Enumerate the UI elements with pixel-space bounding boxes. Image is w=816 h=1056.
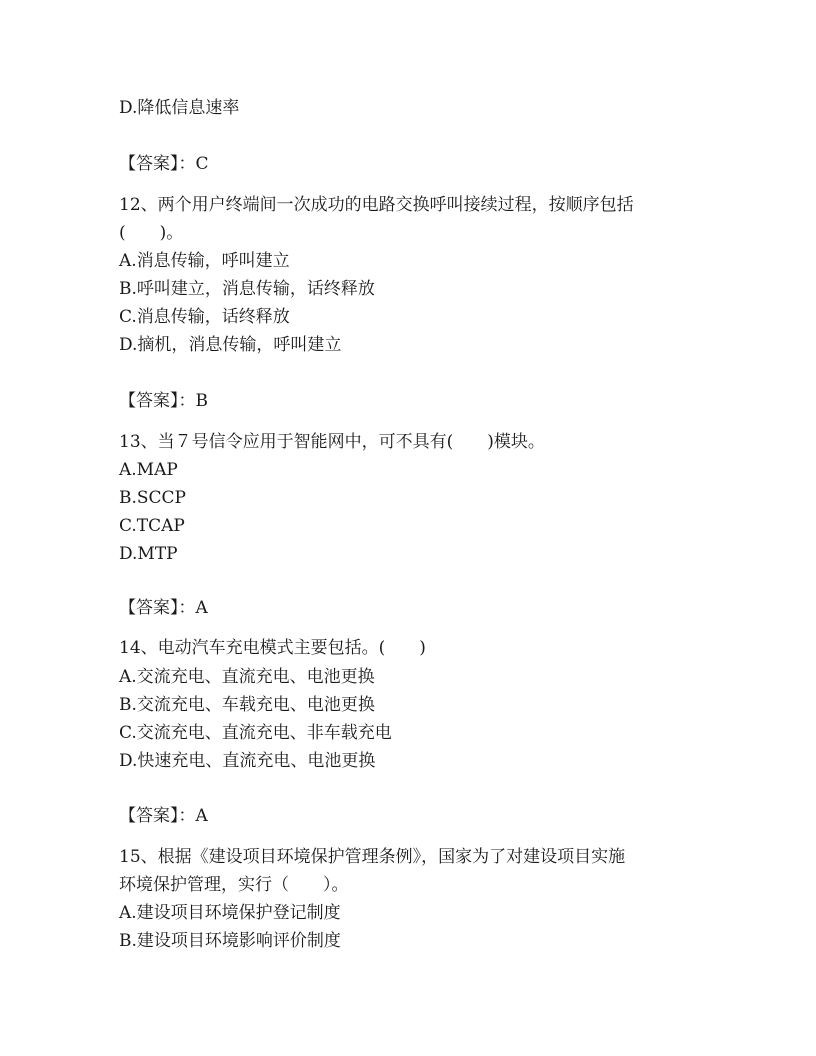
q15-stem-line-2: 环境保护管理，实行（ ）。: [119, 875, 349, 895]
q14-option-d: D.快速充电、直流充电、电池更换: [119, 751, 376, 771]
q14-option-b: B.交流充电、车载充电、电池更换: [119, 695, 375, 715]
q14-stem: 14、电动汽车充电模式主要包括。( ): [119, 638, 426, 658]
q13-option-b: B.SCCP: [119, 488, 186, 508]
q12-option-d: D.摘机，消息传输，呼叫建立: [119, 335, 342, 355]
q14-option-c: C.交流充电、直流充电、非车载充电: [119, 723, 392, 743]
q15-option-b: B.建设项目环境影响评价制度: [119, 931, 341, 951]
answer-13: 【答案】：A: [119, 598, 208, 618]
q13-stem: 13、当７号信令应用于智能网中，可不具有( )模块。: [119, 432, 545, 452]
q12-stem-line-2: ( )。: [119, 223, 184, 243]
q12-option-c: C.消息传输，话终释放: [119, 307, 290, 327]
q13-option-c: C.TCAP: [119, 516, 185, 536]
answer-11: 【答案】：C: [119, 154, 209, 174]
q13-option-a: A.MAP: [119, 460, 178, 480]
q14-option-a: A.交流充电、直流充电、电池更换: [119, 667, 375, 687]
q12-option-b: B.呼叫建立，消息传输，话终释放: [119, 279, 375, 299]
answer-12: 【答案】：B: [119, 391, 208, 411]
q15-stem-line-1: 15、根据《建设项目环境保护管理条例》，国家为了对建设项目实施: [119, 847, 626, 867]
q13-option-d: D.MTP: [119, 544, 178, 564]
answer-14: 【答案】：A: [119, 806, 208, 826]
prev-option-d: D.降低信息速率: [119, 98, 240, 118]
q12-stem-line-1: 12、两个用户终端间一次成功的电路交换呼叫接续过程，按顺序包括: [119, 195, 634, 215]
q12-option-a: A.消息传输，呼叫建立: [119, 251, 290, 271]
q15-option-a: A.建设项目环境保护登记制度: [119, 903, 341, 923]
